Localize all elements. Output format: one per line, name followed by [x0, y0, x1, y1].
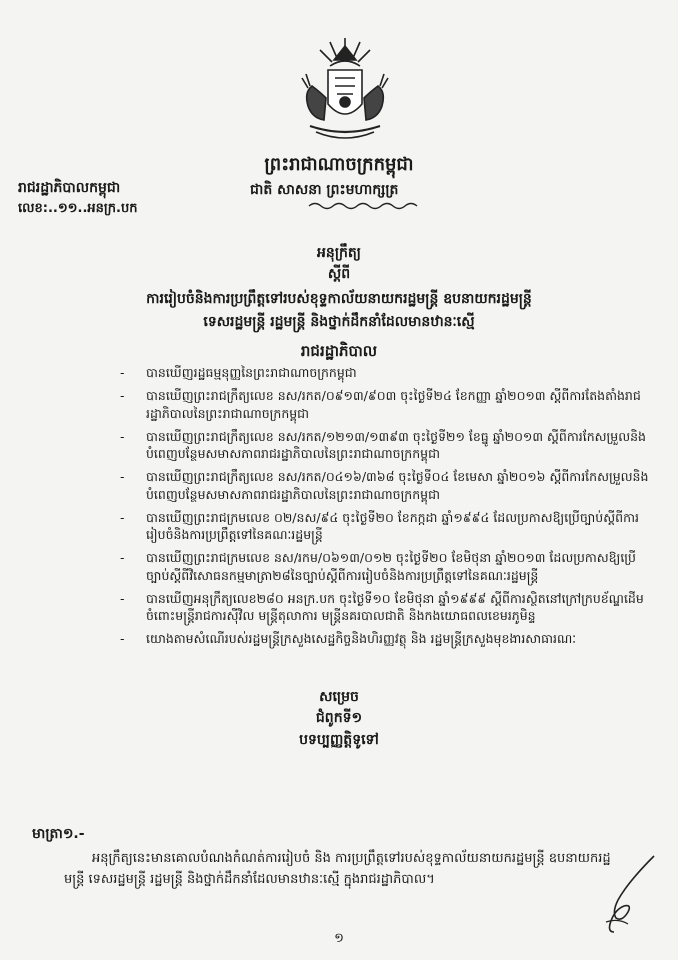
royal-arms-of-cambodia-icon — [290, 34, 400, 146]
chapter-heading: ជំពូកទី១ — [315, 710, 363, 726]
preamble-item: - បានឃើញព្រះរាជក្រមលេខ នស/រកម/០៦១៣/០១២ ចុះថ្ងៃទី២០ ខែមិថុនា ឆ្នាំ២០១៣ ដែលប្រកាសឱ្យប្រើច្បាប់ស្តីពីវិសោធនកម្មមាត្រា២៨នៃច្បាប់ស្តីពីការរៀបចំនិងការប្រព្រឹត្តទៅនៃគណៈរដ្ឋមន្ត្រី — [120, 550, 636, 583]
preamble-item: - បានឃើញអនុក្រឹត្យលេខ២៨០ អនក្រ.បក ចុះថ្ងៃទី១០ ខែមិថុនា ឆ្នាំ១៩៩៩ ស្តីពីការស្ថិតនៅក្រៅក្របខ័ណ្ឌដើម ចំពោះមន្ត្រីរាជការស៊ីវិល មន្ត្រីតុលាការ មន្ត្រីនគរបាលជាតិ និងកងយោធពលខេមរភូមិន្ទ — [120, 590, 644, 623]
reference-number: លេខ:..១១..អនក្រ.បក — [18, 201, 138, 216]
chapter-title: បទប្បញ្ញត្តិទូទៅ — [299, 732, 379, 748]
preamble-item: - បានឃើញព្រះរាជក្រមលេខ ០២/នស/៩៤ ចុះថ្ងៃទី២០ ខែកក្កដា ឆ្នាំ១៩៩៤ ដែលប្រកាសឱ្យប្រើច្បាប់ស្តីពីការរៀបចំនិងការប្រព្រឹត្តទៅនៃគណៈរដ្ឋមន្ត្រី — [120, 509, 639, 542]
article-body: អនុក្រឹត្យនេះមានគោលបំណងកំណត់ការរៀបចំ និង ការប្រព្រឹត្តទៅរបស់ខុទ្ទកាល័យនាយករដ្ឋមន្ត្រី ឧបនាយករដ្ឋមន្ត្រី ទេសរដ្ឋមន្ត្រី រដ្ឋមន្ត្រី និងថ្នាក់ដឹកនាំដែលមានឋានៈស្មើ ក្នុងរាជរដ្ឋាភិបាល។ — [64, 851, 611, 887]
kingdom-heading: ព្រះរាជាណាចក្រកម្ពុជា — [264, 154, 414, 175]
decided-heading: សម្រេច — [319, 689, 359, 705]
preamble-item: - បានឃើញព្រះរាជក្រឹត្យលេខ នស/រកត/១២១៣/១៣៩៣ ចុះថ្ងៃទី២១ ខែធ្នូ ឆ្នាំ២០១៣ ស្តីពីការកែសម្រួលនិងបំពេញបន្ថែមសមាសភាពរាជរដ្ឋាភិបាលនៃព្រះរាជាណាចក្រកម្ពុជា — [120, 428, 646, 461]
national-motto: ជាតិ សាសនា ព្រះមហាក្សត្រ — [250, 182, 399, 198]
preamble-item: - បានឃើញព្រះរាជក្រឹត្យលេខ នស/រកត/០៤១៦/៣៦៨ ចុះថ្ងៃទី០៤ ខែមេសា ឆ្នាំ២០១៦ ស្តីពីការកែសម្រួលនិងបំពេញបន្ថែមសមាសភាពរាជរដ្ឋាភិបាលនៃព្រះរាជាណាចក្រកម្ពុជា — [120, 469, 649, 502]
decree-title-line-1: ការរៀបចំនិងការប្រព្រឹត្តទៅរបស់ខុទ្ទកាល័យនាយករដ្ឋមន្ត្រី ឧបនាយករដ្ឋមន្ត្រី — [146, 291, 532, 307]
handwritten-signature-icon — [588, 852, 658, 936]
royal-government-heading: រាជរដ្ឋាភិបាល — [300, 342, 378, 360]
page-number: ១ — [334, 931, 344, 946]
preamble-item: - បានឃើញរដ្ឋធម្មនុញ្ញនៃព្រះរាជាណាចក្រកម្ពុជា — [120, 365, 357, 380]
preamble-list — [120, 364, 655, 653]
ornamental-divider-icon — [305, 200, 425, 212]
decree-title-line-2: ទេសរដ្ឋមន្ត្រី រដ្ឋមន្ត្រី និងថ្នាក់ដឹកនាំដែលមានឋានៈស្មើ — [203, 314, 475, 330]
concerning-heading: ស្តីពី — [327, 266, 351, 282]
preamble-item: - បានឃើញព្រះរាជក្រឹត្យលេខ នស/រកត/០៩១៣/៩០៣ ចុះថ្ងៃទី២៤ ខែកញ្ញា ឆ្នាំ២០១៣ ស្តីពីការតែងតាំងរាជរដ្ឋាភិបាលនៃព្រះរាជាណាចក្រកម្ពុជា — [120, 388, 641, 421]
preamble-item: - យោងតាមសំណើរបស់រដ្ឋមន្ត្រីក្រសួងសេដ្ឋកិច្ចនិងហិរញ្ញវត្ថុ និង រដ្ឋមន្ត្រីក្រសួងមុខងារសាធារណៈ — [120, 631, 577, 646]
government-name: រាជរដ្ឋាភិបាលកម្ពុជា — [18, 180, 121, 196]
article-label: មាត្រា១.- — [32, 826, 85, 842]
subdecree-heading: អនុក្រឹត្យ — [317, 245, 361, 261]
